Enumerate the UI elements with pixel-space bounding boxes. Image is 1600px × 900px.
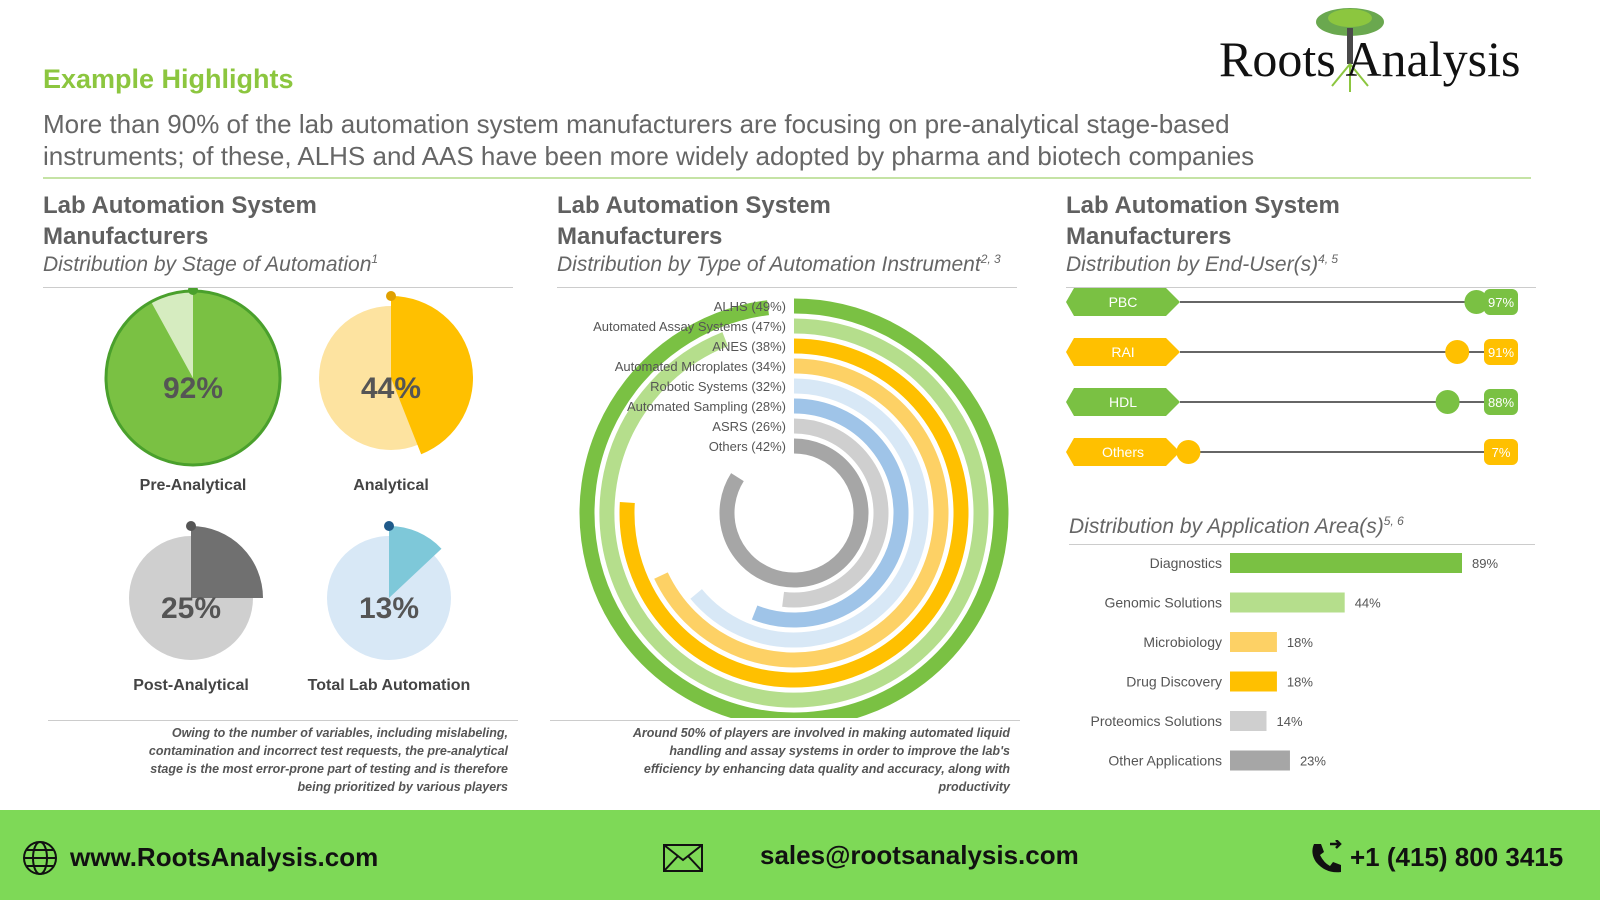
pie-value-label: 25% [160, 592, 222, 625]
app-value-label: 89% [1472, 556, 1499, 571]
radial-bar-label: Automated Microplates (34%) [614, 359, 786, 374]
headline-line-1: More than 90% of the lab automation system manufacturers are focusing on pre-analytical stage-based [43, 109, 1230, 139]
app-category-label: Other Applications [1108, 752, 1222, 769]
pie-category-label: Pre-Analytical [139, 477, 247, 494]
radial-bar-label: Automated Assay Systems (47%) [593, 319, 786, 334]
col1-note-line: being prioritized by various players [297, 780, 508, 794]
radial-bar-label: Automated Sampling (28%) [627, 399, 786, 414]
headline-line-2: instruments; of these, ALHS and AAS have been more widely adopted by pharma and biotech companies [43, 141, 1255, 171]
end-user-name: PBC [1108, 294, 1138, 310]
app-bar [1230, 751, 1290, 771]
phone-icon [1308, 840, 1344, 876]
app-category-label: Microbiology [1143, 634, 1222, 650]
radial-bar-label: ALHS (49%) [713, 299, 786, 314]
logo-text: Roots Analysis [1219, 31, 1521, 87]
app-value-label: 23% [1299, 753, 1326, 769]
mail-icon [663, 844, 703, 872]
radial-bar-label: Others (42%) [708, 439, 786, 454]
radial-bar [627, 346, 961, 680]
end-user-dot [1445, 340, 1469, 364]
col2-title-1: Lab Automation System [557, 192, 831, 219]
headline [43, 108, 1483, 172]
app-category-label: Diagnostics [1149, 555, 1222, 571]
app-bar [1230, 553, 1462, 573]
app-value-label: 18% [1286, 674, 1313, 690]
end-user-value: 91% [1487, 345, 1515, 360]
pie-start-dot [386, 291, 396, 301]
col1-note-line: stage is the most error-prone part of testing and is therefore [150, 762, 508, 776]
col2-note-line: efficiency by enhancing data quality and accuracy, along with [643, 762, 1010, 776]
col2-header [557, 190, 1057, 277]
col2-note-rule [550, 720, 1020, 721]
pie-category-label: Post-Analytical [133, 677, 249, 694]
app-bar [1230, 711, 1266, 731]
end-user-value: 97% [1487, 295, 1515, 310]
app-category-label: Drug Discovery [1126, 673, 1222, 690]
col1-title-2: Manufacturers [43, 223, 209, 250]
application-rule [1069, 544, 1535, 545]
app-value-label: 44% [1354, 595, 1381, 611]
pie-value-label: 92% [162, 372, 224, 405]
end-user-chart [1066, 288, 1546, 488]
col2-subtitle: Distribution by Type of Automation Instrument$^{2, 3}$ [557, 252, 1001, 276]
logo [1215, 6, 1590, 98]
end-user-dot [1436, 390, 1460, 414]
col2-note-line: productivity [938, 780, 1010, 794]
app-category-label: Genomic Solutions [1104, 594, 1222, 611]
email-link[interactable]: sales@rootsanalysis.com [760, 840, 1079, 870]
col1-note-rule [48, 720, 518, 721]
pie-start-dot [186, 521, 196, 531]
end-user-name: HDL [1108, 394, 1138, 410]
pie-start-dot [384, 521, 394, 531]
end-user-name: RAI [1111, 344, 1135, 360]
pie-value-label: 13% [358, 592, 420, 625]
col2-title-2: Manufacturers [557, 223, 723, 250]
end-user-name: Others [1101, 444, 1145, 460]
col1-note [48, 724, 508, 796]
website-link[interactable]: www.RootsAnalysis.com [70, 842, 379, 872]
footer [0, 810, 1600, 900]
col3-header [1066, 190, 1546, 277]
col1-title-1: Lab Automation System [43, 192, 317, 219]
phone-number[interactable]: +1 (415) 800 3415 [1350, 842, 1564, 872]
app-bar [1230, 593, 1345, 613]
application-bar-chart [1066, 548, 1546, 793]
app-bar [1230, 632, 1277, 652]
col1-header [43, 190, 513, 277]
instrument-radial-chart [557, 288, 1027, 718]
col3-title-1: Lab Automation System [1066, 192, 1340, 219]
header-rule [43, 177, 1531, 179]
col2-note [550, 724, 1010, 796]
end-user-value: 88% [1487, 395, 1515, 410]
col2-note-line: Around 50% of players are involved in making automated liquid [632, 726, 1010, 740]
col2-note-line: handling and assay systems in order to improve the lab's [669, 744, 1010, 758]
app-bar [1230, 672, 1277, 692]
app-category-label: Proteomics Solutions [1090, 713, 1222, 729]
app-value-label: 14% [1276, 714, 1303, 729]
pie-slice [191, 526, 263, 598]
col1-note-line: contamination and incorrect test requests, the pre-analytical [148, 744, 508, 758]
app-value-label: 18% [1286, 635, 1313, 650]
end-user-value: 7% [1491, 445, 1511, 460]
stage-pie-charts [43, 288, 513, 718]
col3-subtitle: Distribution by End-$User(s)^{4, 5}$ [1066, 252, 1339, 276]
radial-bar [727, 446, 861, 580]
application-subtitle: Distribution by Application $Area(s)^{5, 6}$ [1069, 514, 1404, 538]
radial-bar-label: ANES (38%) [712, 339, 786, 354]
globe-icon [22, 840, 58, 876]
end-user-dot [1176, 440, 1200, 464]
pie-value-label: 44% [360, 372, 422, 405]
pie-category-label: Analytical [353, 477, 429, 494]
radial-bar-label: ASRS (26%) [712, 419, 786, 434]
col1-subtitle: Distribution by Stage of Automation$^1$ [43, 252, 379, 276]
radial-bar-label: Robotic Systems (32%) [650, 379, 786, 394]
pie-category-label: Total Lab Automation [307, 677, 471, 694]
col1-note-line: Owing to the number of variables, including mislabeling, [171, 726, 508, 740]
highlights-title: Example Highlights [43, 64, 294, 94]
col3-title-2: Manufacturers [1066, 223, 1232, 250]
